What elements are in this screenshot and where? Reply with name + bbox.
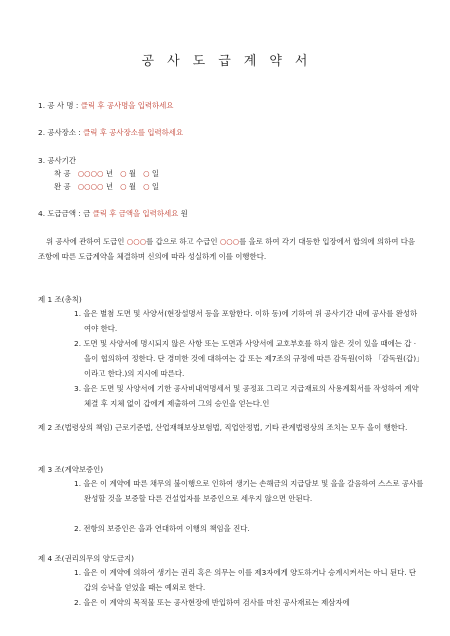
end-month-input[interactable]: ○ — [120, 182, 127, 191]
start-date-line — [54, 168, 159, 179]
article-4-item-1: 1. 을은 이 계약에 의하여 생기는 권리 혹은 의무는 이를 제3자에게 양도하거나 승계시켜서는 아니 된다. 단 갑의 승낙을 얻었을 때는 예외로 한다. — [74, 568, 417, 592]
day-unit: 일 — [151, 182, 160, 191]
start-year-input[interactable]: ○○○○ — [77, 169, 104, 178]
title-char: 계 — [243, 54, 258, 69]
article-3-item-1: 1. 을은 이 계약에 따른 채무의 불이행으로 인하여 생기는 손해금의 지급담보 및 을을 갈음하여 스스로 공사를 완성할 것을 보증할 다른 건설업자를 보증인으로 세우지 않으면 안된다. — [74, 479, 424, 503]
title-char: 도 — [192, 54, 207, 69]
article-3-title: 제 3 조(계약보증인) — [38, 465, 104, 474]
month-unit: 월 — [128, 169, 137, 178]
article-1-item-3: 3. 을은 도면 및 사양서에 기한 공사비내역명세서 및 공정표 그리고 지급재료의 사용계획서를 작성하여 계약체결 후 지체 없이 갑에게 제출하여 그의 승인을 얻는다.인 — [74, 384, 419, 408]
field-amount — [38, 208, 188, 219]
intro-paragraph — [38, 234, 418, 264]
intro-text: 를 을로 하여 각기 대등한 입장에서 합의에 의하여 다음 조항에 따른 도급계약을 체결하며 신의에 따라 성실하게 이를 이행한다. — [38, 237, 416, 261]
intro-text: 위 공사에 관하여 도급인 — [46, 237, 127, 246]
article-3-item-2: 2. 전항의 보증인은 을과 연대하여 이행의 책임을 진다. — [74, 524, 250, 533]
intro-text: 를 갑으로 하고 수급인 — [146, 237, 220, 246]
end-label: 완 공 — [54, 182, 71, 191]
project-name-input[interactable]: 클릭 후 공사명을 입력하세요 — [80, 101, 174, 110]
article-4-title: 제 4 조(권리의무의 양도금지) — [38, 554, 135, 563]
title-char: 서 — [294, 54, 309, 69]
contractor-mark[interactable]: ○○○ — [219, 237, 240, 246]
amount-label: 4. 도급금액 : 금 — [38, 209, 91, 218]
client-mark[interactable]: ○○○ — [126, 237, 147, 246]
project-place-input[interactable]: 클릭 후 공사장소를 입력하세요 — [83, 128, 184, 137]
end-day-input[interactable]: ○ — [143, 182, 150, 191]
month-unit: 월 — [128, 182, 137, 191]
day-unit: 일 — [151, 169, 160, 178]
project-name-label: 1. 공 사 명 : — [38, 101, 79, 110]
title-char: 공 — [141, 54, 156, 69]
title-char: 사 — [167, 54, 181, 69]
field-project-place — [38, 127, 183, 138]
year-unit: 년 — [105, 169, 113, 178]
title-char: 약 — [269, 54, 283, 69]
year-unit: 년 — [105, 182, 113, 191]
article-2-text: 제 2 조(법령상의 책임) 근로기준법, 산업재해보상보험법, 직업안정법, 기타 관계법령상의 조치는 모두 을이 행한다. — [38, 423, 408, 432]
end-year-input[interactable]: ○○○○ — [77, 182, 104, 191]
amount-input[interactable]: 클릭 후 금액을 입력하세요 — [92, 209, 179, 218]
field-project-name — [38, 100, 173, 111]
start-day-input[interactable]: ○ — [143, 169, 150, 178]
article-1-item-1: 1. 을은 별첨 도면 및 사양서(현장설명서 등을 포함한다. 이하 동)에 기하여 위 공사기간 내에 공사를 완성하여야 한다. — [74, 309, 418, 333]
title-char: 급 — [218, 54, 232, 69]
period-label: 3. 공사기간 — [38, 156, 76, 165]
project-place-label: 2. 공사장소 : — [38, 128, 81, 137]
article-1-item-2: 2. 도면 및 사양서에 명시되지 않은 사항 또는 도면과 사양서에 교호부호를 하지 않은 것이 있을 때에는 갑 · 을이 협의하여 정한다. 단 경미한 것에 대하여는 갑 또는 제7조의 규정에 따른 감독원(이하 「감독원(갑)」이라고 한다.)의 지시에 따른다. — [74, 339, 424, 378]
document-title — [0, 50, 450, 69]
amount-unit: 원 — [180, 209, 188, 218]
end-date-line — [54, 181, 159, 192]
article-4-item-2: 2. 을은 이 계약의 목적물 또는 공사현장에 반입하여 검사를 마친 공사재료는 제삼자에 — [74, 598, 350, 607]
start-month-input[interactable]: ○ — [120, 169, 127, 178]
start-label: 착 공 — [54, 169, 71, 178]
article-1-title: 제 1 조(총칙) — [38, 295, 82, 304]
